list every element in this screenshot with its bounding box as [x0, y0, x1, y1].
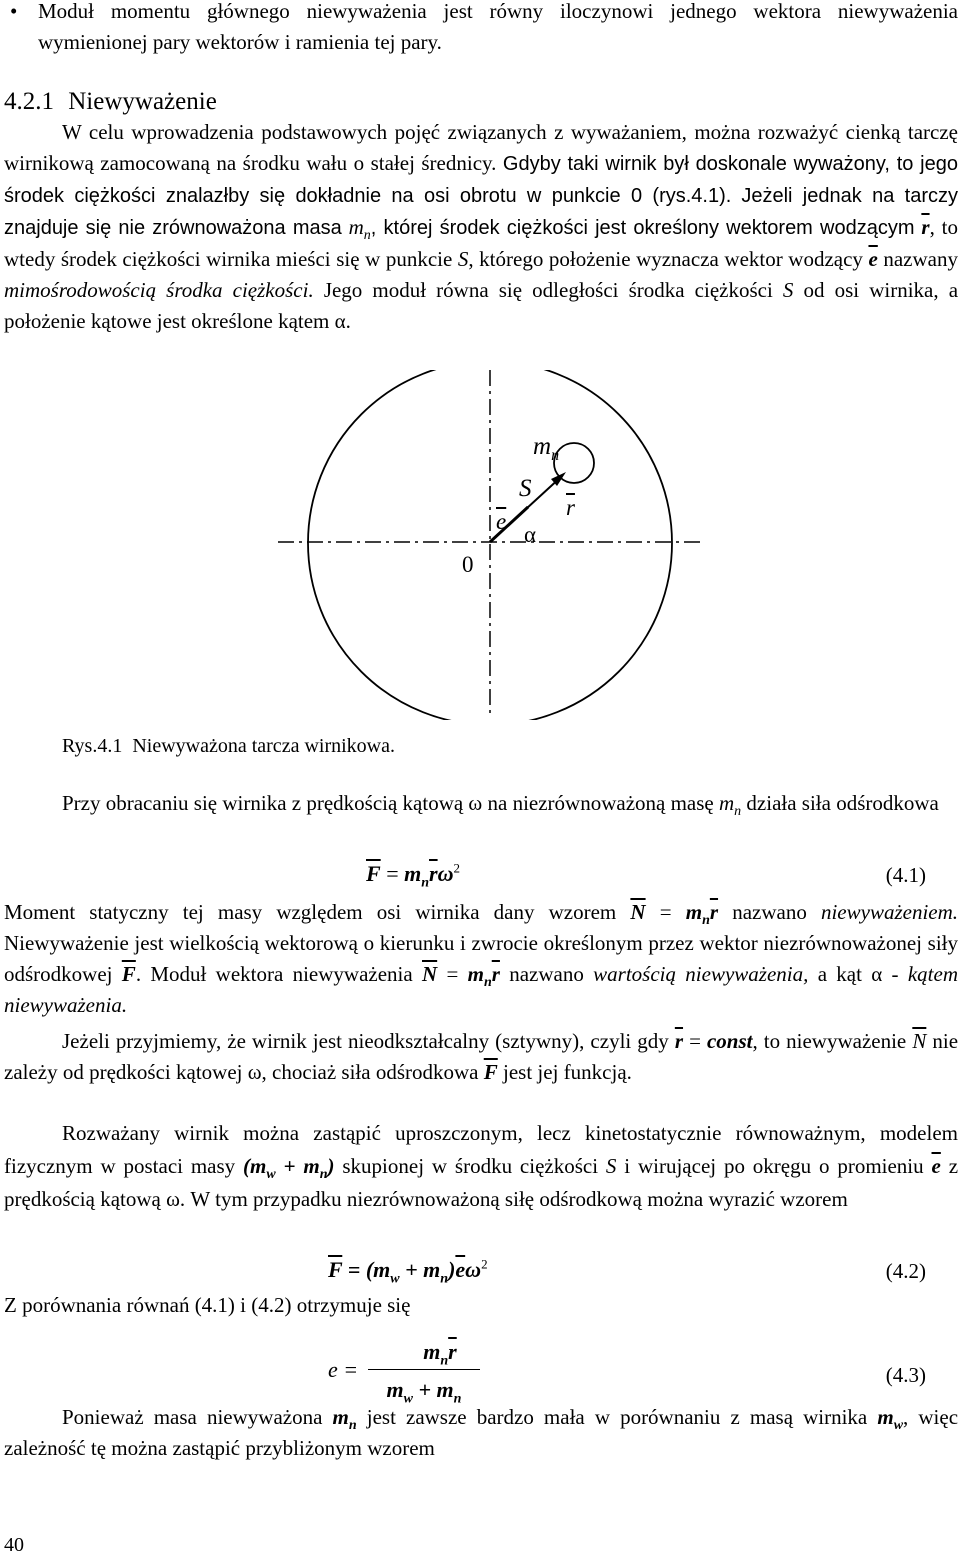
eq2-omega: ω [465, 1257, 482, 1282]
paragraph-2 [4, 788, 958, 819]
paragraph-3 [4, 897, 958, 1021]
para7-n: n [348, 1418, 357, 1434]
intro-sentence-3e: nazwany [883, 247, 958, 271]
fig-label-r: $\overline{r}$ [566, 495, 575, 520]
eq3-num-m: m [423, 1339, 441, 1364]
para5-n: n [319, 1167, 328, 1183]
vector-r: $\overline{r}$ [921, 215, 930, 239]
para4-const: const [706, 1029, 753, 1053]
intro-sentence-4a: Jego moduł równa się odległości środka ciężkości [323, 278, 773, 302]
eq3-den-m: m [386, 1377, 404, 1402]
eq1-r: $\overline{r}$ [429, 861, 438, 886]
eq2-F: $\overline{F}$ [328, 1257, 343, 1282]
eq1-equals: = [380, 861, 405, 886]
eq3-den-n: n [453, 1391, 462, 1407]
eq3-fraction-bar [368, 1369, 480, 1370]
para7-text-3: , więc zależność tę można zastąpić przybliżonym wzorem [4, 1405, 959, 1460]
para4-r: $\overline{r}$ [674, 1029, 684, 1053]
para3-N2: $\overline{N}$ [422, 962, 438, 986]
para3-r2: $\overline{r}$ [491, 962, 500, 986]
eq3-den-plus: + m [413, 1377, 454, 1402]
para5-text-1: Rozważany wirnik można zastąpić uproszczonym, lecz kinetostatycznie równoważnym, modelem fizycznym w postaci masy [4, 1121, 958, 1178]
para3-n: n [702, 913, 710, 929]
para4-text-1: Jeżeli przyjmiemy, że wirnik jest nieodkształcalny (sztywny), czyli gdy [62, 1029, 669, 1053]
intro-sentence-4b: od osi wirnika, a położenie kątowe jest określone kątem α. [4, 278, 959, 333]
para3-F: $\overline{F}$ [121, 962, 136, 986]
fig-label-n: n [551, 447, 560, 464]
eq1-m: m [404, 861, 422, 886]
para3-n2: n [483, 975, 492, 991]
para4-F: $\overline{F}$ [483, 1060, 498, 1084]
term-unbalance-angle: kątem niewyważenia. [4, 962, 958, 1017]
paragraph-6: Z porównania równań (4.1) i (4.2) otrzymuje się [4, 1293, 411, 1317]
intro-sentence-3d: , którego położenie wyznacza wektor wodzący [468, 247, 863, 271]
eq3-lhs: e = [328, 1357, 359, 1382]
intro-sentence-3: Jeżeli jednak na tarczy znajduje się nie zrównoważona masa [4, 185, 958, 239]
para5-close: ) [327, 1154, 335, 1178]
para3-text-3: Niewyważenie jest wielkością wektorową o kierunku i zwrocie określonym przez wektor niezrównoważonej siły odśrodkowej [4, 931, 958, 986]
para3-text-5: nazwano [509, 962, 584, 986]
para3-text-2: nazwano [732, 900, 807, 924]
para5-text-3: i wirującej po okręgu o promieniu [624, 1154, 924, 1178]
eq1-n: n [421, 875, 430, 891]
intro-sentence-3b: , której środek ciężkości jest określony wektorem wodzącym [370, 217, 915, 239]
eq3-numerator [395, 1336, 485, 1367]
para7-text-2: jest zawsze bardzo mała w porównaniu z masą wirnika [366, 1405, 868, 1429]
para3-equals: = [645, 900, 686, 924]
equation-4-1 [366, 858, 460, 889]
point-S-2: S [782, 278, 794, 302]
section-number: 4.2.1 [4, 88, 54, 115]
fig-label-alpha: α [524, 522, 537, 547]
eq3-num-n: n [440, 1353, 449, 1369]
fig-label-m: m [533, 433, 552, 460]
para2-mass-sub: n [734, 804, 742, 820]
para5-S: S [605, 1154, 617, 1178]
para5-paren: (m [243, 1154, 267, 1178]
figure-unbalanced-disk [0, 370, 960, 720]
mass-subscript: n [363, 228, 371, 244]
para4-equals: = [683, 1029, 707, 1053]
para3-text-4: . Moduł wektora niewyważenia [135, 962, 413, 986]
page-number: 40 [4, 1534, 24, 1556]
eq3-den-w: w [403, 1391, 413, 1407]
figure-caption: Rys.4.1 Niewyważona tarcza wirnikowa. [62, 735, 395, 757]
intro-sentence-1: W celu wprowadzenia podstawowych pojęć związanych z wyważaniem, można rozważyć cienką tarczę wirnikową zamocowaną na środku wału o stałej średnicy. [4, 120, 958, 175]
para4-text-2: , to niewyważenie [752, 1029, 907, 1053]
eq2-rhs1: = (m [342, 1257, 391, 1282]
bullet-symbol: • [10, 0, 18, 23]
term-unbalance-value: wartością niewyważenia, [593, 962, 809, 986]
para4-N: $\overline{N}$ [912, 1029, 927, 1053]
term-unbalance: niewyważeniem. [820, 900, 959, 924]
mass-symbol: m [348, 215, 364, 239]
eq2-square: 2 [481, 1256, 488, 1272]
para3-equals-2: = [437, 962, 468, 986]
eq3-number: (4.3) [885, 1363, 926, 1387]
eq1-F: $\overline{F}$ [366, 861, 381, 886]
para3-text-6: a kąt α - [817, 962, 899, 986]
paragraph-5 [4, 1117, 958, 1216]
point-S: S [457, 247, 469, 271]
eq2-e: $\overline{e}$ [455, 1257, 466, 1282]
para3-m2: m [467, 962, 484, 986]
eq3-num-r: $\overline{r}$ [448, 1339, 457, 1364]
para5-text-4: z prędkością kątową ω. W tym przypadku niezrównoważoną siłę odśrodkową można wyrazić wzorem [4, 1154, 959, 1211]
para7-text-1: Ponieważ masa niewyważona [62, 1405, 323, 1429]
para4-text-3: nie zależy od prędkości kątowej ω, chociaż siła odśrodkowa [4, 1029, 959, 1084]
para5-w: w [266, 1167, 276, 1183]
paragraph-4 [4, 1026, 958, 1088]
para5-plus: + m [275, 1154, 320, 1178]
para5-mass-sum [243, 1154, 335, 1183]
para3-N: $\overline{N}$ [630, 900, 646, 924]
para7-m: m [332, 1405, 349, 1429]
bullet-paragraph [4, 0, 958, 58]
para2-text-2: działa siła odśrodkowa [746, 791, 939, 815]
fig-label-mn [533, 431, 559, 462]
eq3-denominator [368, 1374, 480, 1405]
para2-text-1: Przy obracaniu się wirnika z prędkością kątową ω na niezrównoważoną masę [62, 791, 714, 815]
eq2-n: n [440, 1271, 449, 1287]
eq2-rhs2: ) [448, 1257, 456, 1282]
section-heading [4, 86, 217, 117]
eq2-number: (4.2) [885, 1259, 926, 1283]
section-title: Niewyważenie [68, 88, 217, 115]
eq1-number: (4.1) [885, 863, 926, 887]
fig-label-S: S [519, 475, 532, 502]
fig-label-origin: 0 [462, 552, 474, 577]
para3-m: m [685, 900, 703, 924]
eq2-w: w [390, 1271, 400, 1287]
intro-paragraph [4, 117, 958, 337]
para5-e: $\overline{e}$ [931, 1154, 941, 1178]
vector-e: $\overline{e}$ [868, 247, 878, 271]
paragraph-7 [4, 1402, 958, 1464]
intro-sentence-2: Gdyby taki wirnik był doskonale wyważony, to jego środek ciężkości znalazłby się dokładnie na osi obrotu w punkcie 0 (rys.4.1). [4, 153, 958, 207]
bullet-text: Moduł momentu głównego niewyważenia jest równy iloczynowi jednego wektora niewyważenia wymienionej pary wektorów i ramienia tej pary. [38, 0, 958, 54]
para4-text-4: jest jej funkcją. [503, 1060, 632, 1084]
para2-mass: m [719, 791, 735, 815]
para3-r: $\overline{r}$ [709, 900, 719, 924]
eq1-omega: ω [437, 861, 454, 886]
eq2-plus: + m [399, 1257, 441, 1282]
para7-w: w [893, 1418, 904, 1434]
para3-text-1: Moment statyczny tej masy względem osi wirnika dany wzorem [4, 900, 617, 924]
term-eccentricity: mimośrodowością środka ciężkości. [4, 278, 314, 302]
intro-sentence-3c: , to wtedy środek ciężkości wirnika mieści się w punkcie [4, 215, 959, 271]
para7-mw: m [877, 1405, 894, 1429]
equation-4-2 [328, 1254, 488, 1285]
para5-text-2: skupionej w środku ciężkości [342, 1154, 599, 1178]
eq1-square: 2 [453, 860, 461, 876]
fig-label-e: $\overline{e}$ [496, 509, 507, 534]
